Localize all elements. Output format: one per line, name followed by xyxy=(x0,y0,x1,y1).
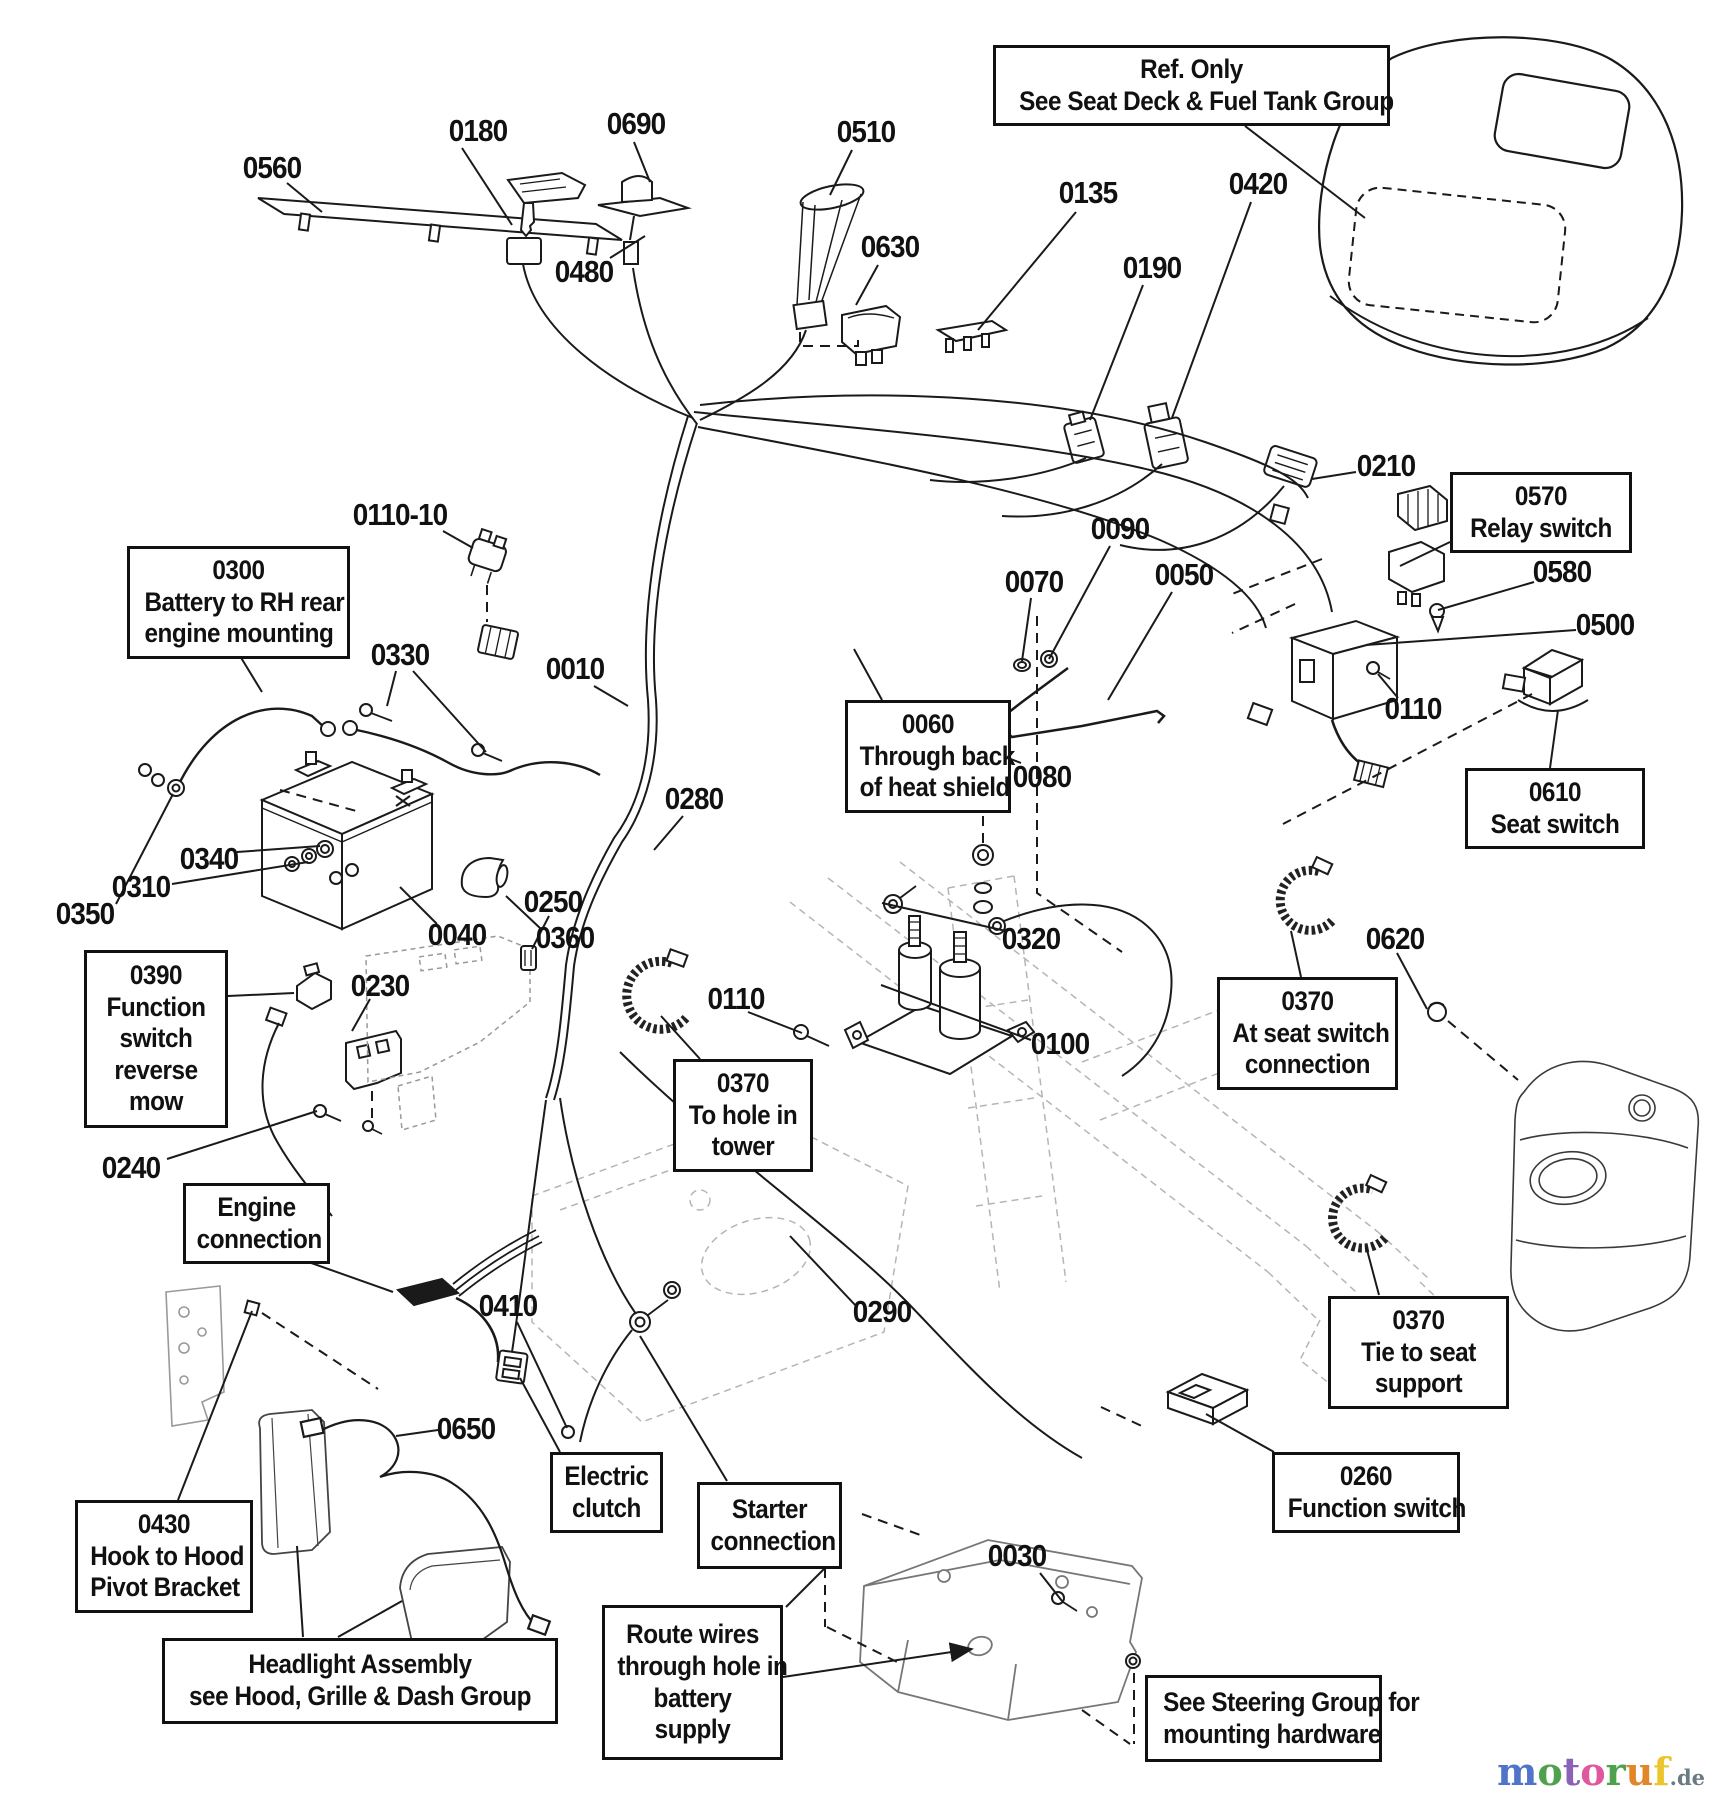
cap-0620 xyxy=(1428,1003,1446,1022)
logo-letter: o xyxy=(1580,1749,1606,1794)
callout-0650: 0650 xyxy=(436,1411,496,1446)
callout-0110-10: 0110-10 xyxy=(352,497,448,532)
callout-0050: 0050 xyxy=(1154,557,1214,592)
ignition-switch xyxy=(793,180,865,329)
callout-0210: 0210 xyxy=(1356,448,1416,483)
callout-0040: 0040 xyxy=(427,917,487,952)
logo-letter: o xyxy=(1537,1749,1563,1794)
callout-0080: 0080 xyxy=(1012,759,1072,794)
callout-electric-clutch: Electric clutch xyxy=(550,1452,663,1533)
callout-0420: 0420 xyxy=(1228,166,1288,201)
logo-letter: f xyxy=(1653,1749,1670,1794)
callout-0390: 0390 Function switch reverse mow xyxy=(84,950,228,1128)
function-switch-0260 xyxy=(1168,1374,1247,1424)
callout-0240: 0240 xyxy=(101,1150,161,1185)
callout-0480: 0480 xyxy=(554,254,614,289)
callout-0290: 0290 xyxy=(852,1294,912,1329)
callout-0180: 0180 xyxy=(448,113,508,148)
callout-0410: 0410 xyxy=(478,1288,538,1323)
callout-0300: 0300 Battery to RH rear engine mounting xyxy=(127,546,350,659)
callout-0560: 0560 xyxy=(242,150,302,185)
callout-0310: 0310 xyxy=(111,869,171,904)
logo-letter: r xyxy=(1605,1749,1626,1794)
callout-0230: 0230 xyxy=(350,968,410,1003)
callout-0110-center: 0110 xyxy=(707,981,765,1016)
clutch-connector xyxy=(496,1350,528,1384)
callout-0330: 0330 xyxy=(370,637,430,672)
relay-switch xyxy=(1389,486,1447,606)
callout-0630: 0630 xyxy=(860,229,920,264)
callout-headlight: Headlight Assembly see Hood, Grille & Dash Group xyxy=(162,1638,558,1724)
control-module xyxy=(1248,621,1397,787)
callout-0360: 0360 xyxy=(535,920,595,955)
callout-0430: 0430 Hook to Hood Pivot Bracket xyxy=(75,1500,253,1613)
callout-0135: 0135 xyxy=(1058,175,1118,210)
logo-letter: m xyxy=(1497,1749,1538,1794)
callout-0620: 0620 xyxy=(1365,921,1425,956)
motoruf-logo[interactable] xyxy=(1497,1749,1705,1794)
callout-0250: 0250 xyxy=(523,884,583,919)
callout-starter-connection: Starter connection xyxy=(697,1482,842,1569)
rubber-boot xyxy=(462,858,509,897)
callout-0070: 0070 xyxy=(1004,564,1064,599)
engine-connector xyxy=(398,1230,574,1438)
callout-0320: 0320 xyxy=(1001,921,1061,956)
callout-steering-group: See Steering Group for mounting hardware xyxy=(1145,1675,1382,1762)
logo-suffix: .de xyxy=(1669,1765,1705,1790)
callout-ref-only: Ref. Only See Seat Deck & Fuel Tank Group xyxy=(993,45,1390,126)
hood-strip xyxy=(258,198,622,255)
battery xyxy=(262,752,432,929)
chassis-frame-ghost xyxy=(532,862,1460,1422)
callout-0370-seat: 0370 At seat switch connection xyxy=(1217,977,1398,1090)
callout-0060: 0060 Through back of heat shield xyxy=(845,700,1011,813)
steering-nut xyxy=(1126,1654,1140,1668)
fender-console xyxy=(1511,1062,1698,1331)
callout-0350: 0350 xyxy=(55,896,115,931)
callout-0190: 0190 xyxy=(1122,250,1182,285)
logo-letter: u xyxy=(1625,1749,1654,1794)
connector-0210 xyxy=(1263,445,1318,524)
ground-rod xyxy=(1002,668,1164,737)
callout-0340: 0340 xyxy=(179,841,239,876)
module-0630 xyxy=(842,306,900,365)
indicator-light xyxy=(598,176,688,264)
callout-0280: 0280 xyxy=(664,781,724,816)
callout-0030: 0030 xyxy=(987,1538,1047,1573)
bracket-0230 xyxy=(346,1031,401,1134)
callout-0500: 0500 xyxy=(1575,607,1635,642)
starter-terminal xyxy=(630,1282,680,1332)
callout-0370-tower: 0370 To hole in tower xyxy=(673,1059,813,1172)
callout-0570: 0570 Relay switch xyxy=(1450,472,1632,553)
callout-0110-right: 0110 xyxy=(1384,691,1442,726)
callout-0090: 0090 xyxy=(1090,511,1150,546)
callout-0260: 0260 Function switch xyxy=(1272,1452,1460,1533)
reverse-mow-switch xyxy=(266,963,341,1121)
callout-0690: 0690 xyxy=(606,106,666,141)
callout-engine-connection: Engine connection xyxy=(183,1183,330,1264)
callout-0580: 0580 xyxy=(1532,554,1592,589)
callout-route-wires: Route wires through hole in battery supply xyxy=(602,1605,783,1760)
callout-0510: 0510 xyxy=(836,114,896,149)
callout-0010: 0010 xyxy=(545,651,605,686)
callout-0610: 0610 Seat switch xyxy=(1465,768,1645,849)
logo-letter: t xyxy=(1562,1749,1581,1794)
clip-0135 xyxy=(938,321,1006,352)
callout-0370-tie: 0370 Tie to seat support xyxy=(1328,1296,1509,1409)
callout-0100: 0100 xyxy=(1030,1026,1090,1061)
